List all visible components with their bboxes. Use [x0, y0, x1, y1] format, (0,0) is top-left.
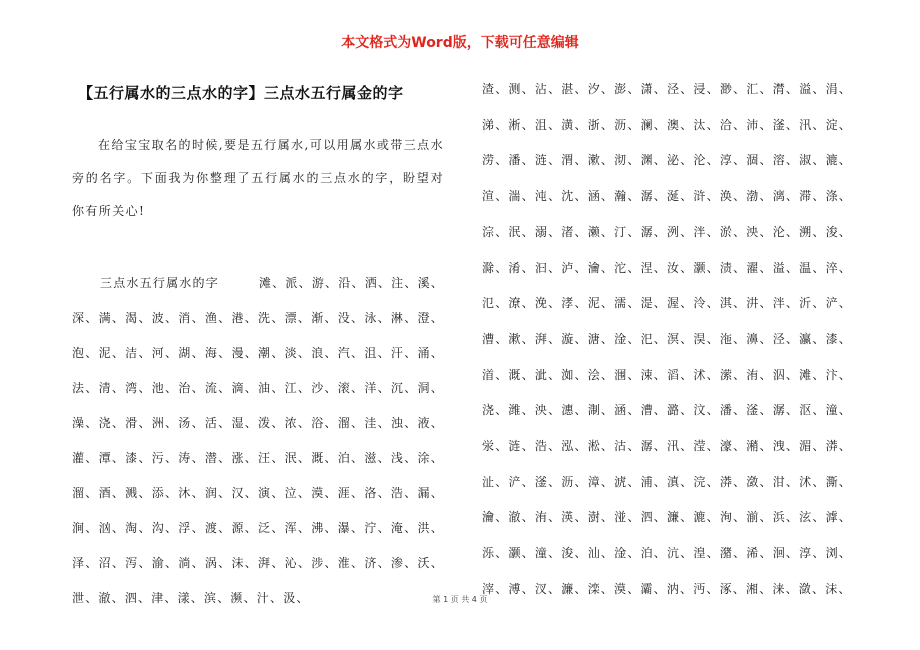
page-footer: 第 1 页 共 4 页	[432, 595, 488, 604]
intro-paragraph: 在给宝宝取名的时候,要是五行属水,可以用属水或带三点水旁的名字。下面我为你整理了五行属水的三点水的字，盼望对你有所关心!	[72, 138, 444, 218]
word-format-banner: 本文格式为Word版，下载可任意编辑	[341, 35, 579, 51]
right-column	[482, 72, 852, 608]
char-list-right: 渣、测、沾、湛、汐、澎、潇、泾、浸、渺、汇、潸、溢、涓、涕、淅、沮、潢、浙、沥、澜、澳、汰、洽、沛、滏、汛、淀、涝、潘、涟、渭、漱、沏、渊、泌、沦、淳、涸、溶、淑、漉、渲、湍、沌、沈、涵、瀚、潺、涎、浒、涣、渤、漓、滞、涤、淙、泯、溺、渚、濑、汀、潺、洌、泮、淤、泱、沦、溯、浚、滁、淆、汩、泸、瀹、沱、涅、汝、灏、渍、濯、溢、温、淬、氾、潦、浼、涍、泥、濡、湜、渥、泠、淇、汫、泮、沂、浐、漕、漱、湃、漩、溏、淦、汜、溟、淏、沲、濞、泾、瀛、漆、渞、溉、泚、洳、浍、涠、涑、滔、沭、潆、洧、泅、滩、汴、浇、潍、泱、潓、淛、涵、漕、潞、汶、潘、滏、潺、沤、潼、泶、涟、浩、泓、淞、沽、潺、汛、滢、濠、潲、洩、湄、漭、沚、浐、滏、沥、漳、淲、浦、滇、浣、漭、潋、泔、沭、澌、瀹、澈、洧、渶、澍、湴、泗、濂、漉、洵、湔、浜、泫、滹、泺、灏、潼、浚、汕、淦、泊、沆、湟、潴、浠、洄、淳、浏、滓、溥、汊、濂、滦、漠、灞、汭、沔、涿、湘、涞、潋、沫、	[482, 82, 852, 596]
section-heading: 三点水五行属水的字	[100, 276, 219, 290]
left-column	[72, 82, 444, 616]
char-list-left: 滩、派、游、沿、洒、注、溪、深、满、渴、波、消、渔、港、洗、漂、渐、没、泳、淋、澄、泡、泥、洁、河、湖、海、漫、潮、淡、浪、汽、沮、汗、涌、法、清、湾、池、治、流、滴、油、江、沙、滚、洋、沉、洞、澡、浇、滑、洲、汤、活、湿、泼、浓、浴、溜、洼、浊、液、灌、潭、漆、污、涛、潜、涨、汪、泯、溉、泊、滋、浅、涂、溜、酒、溅、添、沐、润、汉、演、泣、漠、涯、洛、浩、漏、涧、汹、淘、沟、浮、渡、源、泛、浑、沸、瀑、泞、淹、洪、泽、沼、泻、渝、淌、涡、沫、湃、沁、涉、淮、济、渗、沃、泄、澈、泗、津、漾、滨、濒、汁、汲、	[72, 276, 444, 605]
document-title: 【五行属水的三点水的字】三点水五行属金的字	[78, 84, 404, 102]
char-list-section	[72, 266, 444, 616]
